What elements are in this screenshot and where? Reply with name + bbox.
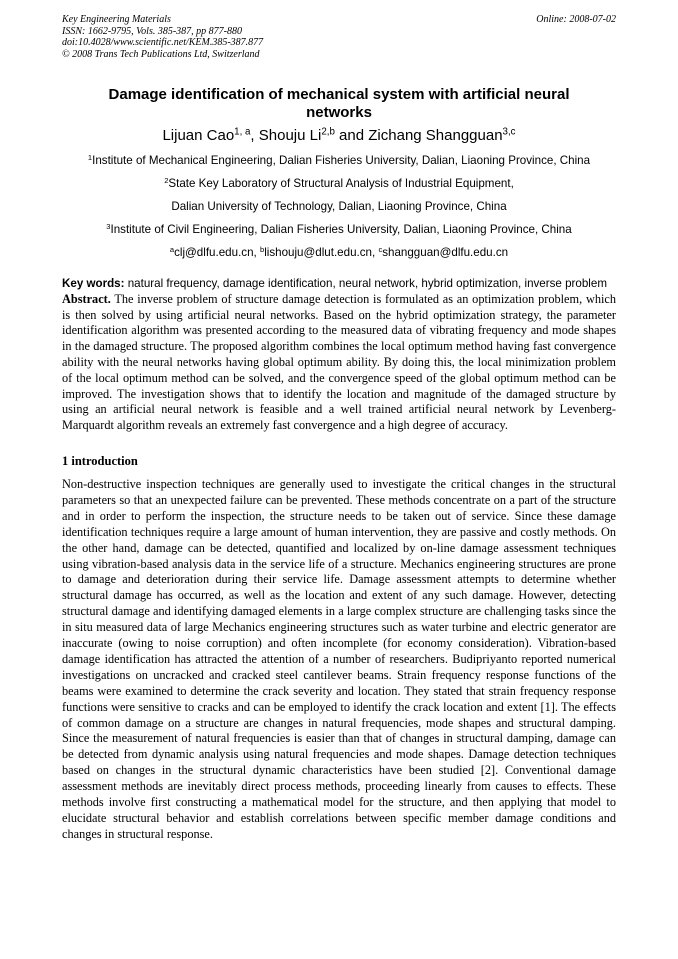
journal-header	[62, 14, 616, 60]
abstract-label: Abstract.	[62, 291, 111, 306]
affiliation-text: Dalian University of Technology, Dalian, Liaoning Province, China	[171, 200, 507, 213]
affiliation-list	[62, 149, 616, 264]
section-body: Non-destructive inspection techniques are generally used to investigate the critical changes in the structural parameters so that an unexpected failure can be prevented. These methods concentrate on a part of the structure and in order to perform the inspection, the structure needs to be taken out of service. Since these damage identification techniques require a large amount of human intervention, they are passive and costly methods. On the other hand, damage can be detected, quantified and localized by on-line damage assessment techniques using vibration-based analysis data in the service life of a structure. Mechanics engineering structures are prone to damage and deterioration during their service life. Damage assessment attempts to determine whether structural damage has occurred, as well as the location and extent of any such damage. However, detecting structural damage and identifying damaged elements in a large complex structure are challenging tasks since the in situ measured data of large Mechanics engineering structures such as water turbine and electric generator are inaccurate (owing to noise corruption) and often incomplete (for economy consideration). Vibration-based damage identification has attracted the attention of a number of researchers. Budipriyanto reported numerical investigations on uncracked and cracked steel cantilever beams. Strain frequency response functions of the beams were examined to determine the crack severity and location. They stated that strain frequency response functions were sensitive to cracks and can be employed to identify the crack location and extent [1]. The effects of common damage on a structure are changes in natural frequencies, mode shapes and structural damping. Since the measurement of natural frequencies is easier than that of changes in structural damping, damage can be detected from dynamic analysis using natural frequencies and mode shapes. Damage detection techniques based on changes in the structural dynamic characteristics have been studied [2]. Conventional damage assessment methods are inevitably direct process methods, proceeding linearly from causes to effects. These methods involve first constructing a mathematical model for the structure, and then applying that model to elucidate structural behavior and establish correlations between specific member damage conditions and changes in structural response.	[62, 476, 616, 841]
author-name: Zichang Shangguan	[368, 127, 503, 144]
paper-page	[62, 14, 616, 843]
affiliation-mark: 1	[87, 152, 93, 162]
author-name: Lijuan Cao	[162, 127, 235, 144]
affiliation-text: Institute of Mechanical Engineering, Dalian Fisheries University, Dalian, Liaoning Province, China	[92, 154, 591, 167]
online-date: Online: 2008-07-02	[536, 14, 616, 25]
keywords	[62, 278, 616, 291]
email-mark: a	[169, 244, 175, 254]
email-address: lishouju@dlut.edu.cn,	[264, 246, 379, 259]
affiliation-2	[62, 172, 616, 195]
affiliation-text: State Key Laboratory of Structural Analysis of Industrial Equipment,	[168, 177, 514, 190]
section-heading: 1 introduction	[62, 453, 138, 468]
journal-name: Key Engineering Materials	[62, 14, 171, 25]
affiliation-1	[62, 149, 616, 172]
author-separator: ,	[250, 127, 259, 144]
email-address: clj@dlfu.edu.cn,	[174, 246, 260, 259]
keywords-text: natural frequency, damage identification, neural network, hybrid optimization, inverse problem	[124, 277, 607, 290]
journal-issn: ISSN: 1662-9795, Vols. 385-387, pp 877-880	[62, 25, 242, 37]
email-list	[62, 241, 616, 264]
author-separator: and	[334, 127, 369, 144]
author-affiliation-mark: 2,b	[321, 126, 335, 138]
affiliation-mark: 3	[106, 221, 111, 231]
affiliation-2-continued	[62, 195, 616, 218]
affiliation-mark: 2	[164, 175, 169, 185]
author-affiliation-mark: 1, a	[234, 126, 251, 138]
author-name: Shouju Li	[258, 127, 322, 144]
abstract	[62, 292, 616, 434]
email-mark: b	[259, 244, 265, 254]
author-list	[62, 127, 616, 145]
email-address: shangguan@dlfu.edu.cn	[382, 246, 509, 259]
author-affiliation-mark: 3,c	[502, 126, 516, 138]
email-mark: c	[378, 244, 383, 254]
journal-copyright: © 2008 Trans Tech Publications Ltd, Switzerland	[62, 48, 260, 60]
abstract-text: The inverse problem of structure damage detection is formulated as an optimization problem, which is then solved by using artificial neural networks. Based on the hybrid optimization strategy, the parameter identification algorithm was presented according to the measured data of vibrating frequency and mode shapes in the damaged structure. The proposed algorithm combines the local optimum method having fast convergence ability with the neural networks having global optimum ability. By doing this, the local minimization problem of the local optimum method can be solved, and the convergence speed of the global optimum method can be improved. The investigation shows that to identify the location and magnitude of the damaged structure by using an artificial neural network is feasible and a well trained artificial neural network by Levenberg-Marquardt algorithm reveals an extremely fast convergence and a high degree of accuracy.	[62, 291, 616, 433]
keywords-label: Key words:	[62, 277, 125, 290]
paper-title: Damage identification of mechanical system with artificial neural networks	[108, 86, 570, 121]
journal-doi: doi:10.4028/www.scientific.net/KEM.385-387.877	[62, 37, 264, 48]
affiliation-3	[62, 218, 616, 241]
affiliation-text: Institute of Civil Engineering, Dalian Fisheries University, Dalian, Liaoning Province, China	[110, 223, 572, 236]
